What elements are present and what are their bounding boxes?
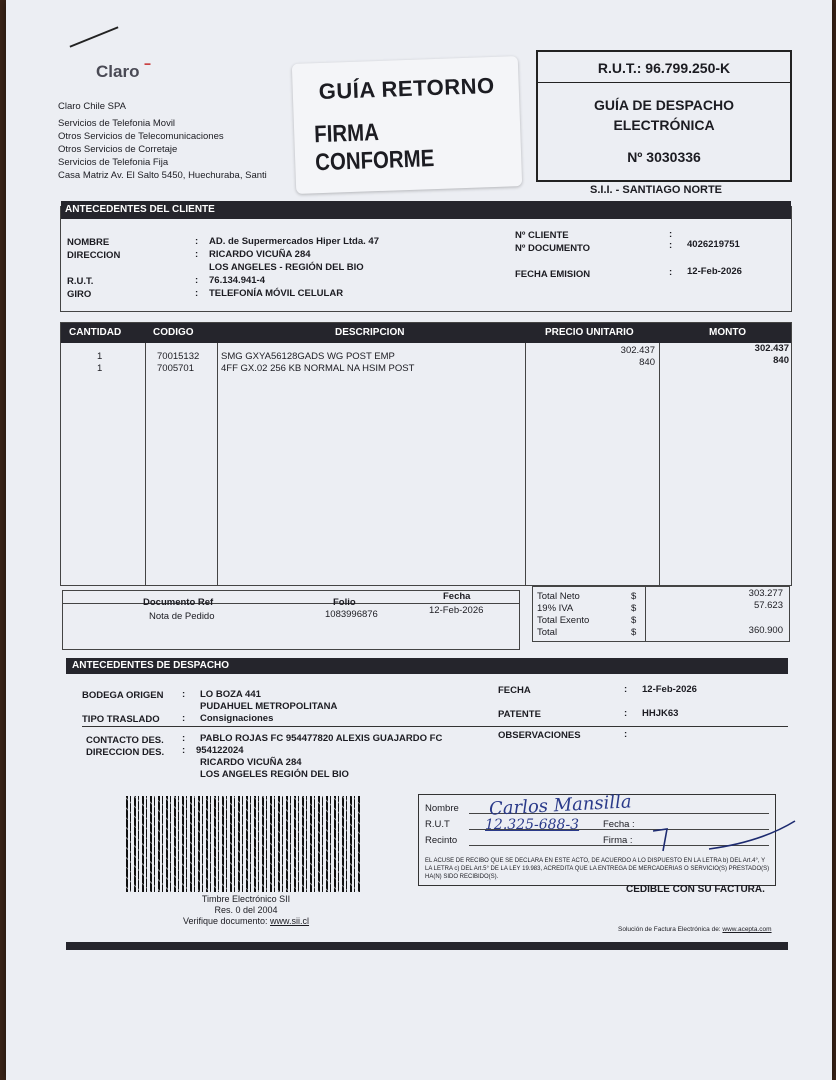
acuse-fecha-label: Fecha : — [603, 819, 635, 830]
row-codigo: 70015132 — [157, 351, 200, 362]
acuse-firma-label: Firma : — [603, 835, 633, 846]
row-cantidad: 1 — [97, 363, 103, 374]
company-line: Otros Servicios de Telecomunicaciones — [58, 131, 224, 142]
currency-symbol: $ — [631, 603, 637, 614]
company-line: Servicios de Telefonia Fija — [58, 157, 169, 168]
nombre-label: NOMBRE — [67, 237, 110, 248]
column-divider — [525, 343, 526, 585]
row-descripcion: SMG GXYA56128GADS WG POST EMP — [221, 351, 395, 362]
currency-symbol: $ — [631, 627, 637, 638]
colon: : — [669, 267, 673, 278]
doc-number: Nº 3030336 — [627, 149, 701, 165]
acepta-link[interactable]: www.acepta.com — [722, 926, 772, 933]
rut-label: R.U.T. — [67, 276, 94, 287]
tipo-traslado-label: TIPO TRASLADO — [82, 714, 160, 725]
acuse-rut-label: R.U.T — [425, 819, 450, 830]
company-line: Otros Servicios de Corretaje — [58, 144, 178, 155]
acuse-recibo-box — [418, 791, 776, 886]
n-documento-label: Nº DOCUMENTO — [515, 243, 591, 254]
tipo-traslado: Consignaciones — [200, 713, 274, 724]
claro-logo: Claro — [96, 62, 140, 81]
company-line: Casa Matriz Av. El Salto 5450, Huechuraba, Santi — [58, 170, 267, 181]
document-paper — [6, 0, 832, 1080]
row-cantidad: 1 — [97, 351, 103, 362]
timbre-line-3: Verifique documento: — [182, 916, 271, 926]
colon: : — [195, 275, 199, 286]
items-table — [60, 322, 792, 586]
pen-mark — [70, 26, 119, 47]
totals-box — [532, 586, 790, 642]
ref-documento-header: Documento Ref — [143, 597, 214, 608]
timbre-caption — [146, 894, 346, 927]
observaciones-label: OBSERVACIONES — [498, 730, 581, 741]
sii-office: S.I.I. - SANTIAGO NORTE — [590, 184, 723, 196]
client-giro: TELEFONÍA MÓVIL CELULAR — [209, 288, 344, 299]
doc-title-1: GUÍA DE DESPACHO — [593, 97, 734, 113]
legal-text: EL ACUSE DE RECIBO QUE SE DECLARA EN ESTE ACTO, DE ACUERDO A LO DISPUESTO EN LA LETRA b) DEL Art.4°, Y LA LETRA c) DEL Art.5° DE LA LEY 19.983, ACREDITA QUE LA ENTREGA DE MERCADERIAS O SERVICIO(S) PRESTADO(S) HA(N) SIDO RECIBIDO(S). — [425, 858, 770, 880]
row-monto: 302.437 — [754, 343, 789, 354]
giro-label: GIRO — [67, 289, 92, 300]
fecha-emision-label: FECHA EMISION — [515, 269, 591, 280]
header-cantidad: CANTIDAD — [69, 327, 122, 338]
colon: : — [182, 733, 186, 744]
row-precio: 302.437 — [620, 345, 655, 356]
row-precio: 840 — [639, 357, 655, 368]
colon: : — [182, 689, 186, 700]
colon: : — [624, 729, 628, 740]
divider — [82, 726, 788, 727]
bodega-label: BODEGA ORIGEN — [82, 690, 164, 701]
direccion-des-1: RICARDO VICUÑA 284 — [200, 757, 302, 768]
currency-symbol: $ — [631, 591, 637, 602]
colon: : — [182, 745, 186, 756]
column-divider — [659, 343, 660, 585]
iva-value: 57.623 — [753, 600, 783, 611]
rut-box — [536, 50, 792, 182]
dispatch-section-title: ANTECEDENTES DE DESPACHO — [66, 658, 788, 674]
timbre-line-1: Timbre Electrónico SII — [201, 894, 291, 904]
row-codigo: 7005701 — [157, 363, 194, 374]
colon: : — [624, 684, 628, 695]
colon: : — [195, 288, 199, 299]
doc-title-2: ELECTRÓNICA — [613, 117, 715, 133]
barcode-noise — [126, 796, 362, 892]
iva-label: 19% IVA — [537, 603, 574, 614]
ref-folio: 1083996876 — [325, 609, 378, 620]
claro-logo-mark-icon: − — [144, 57, 152, 71]
patente-label: PATENTE — [498, 709, 541, 720]
issuer-rut: R.U.T.: 96.799.250-K — [597, 60, 731, 76]
column-divider — [217, 343, 218, 585]
bodega-1: LO BOZA 441 — [200, 689, 261, 700]
client-address-2: LOS ANGELES - REGIÓN DEL BIO — [209, 262, 364, 273]
total-neto-value: 303.277 — [748, 588, 783, 599]
solucion-prefix: Solución de Factura Electrónica de: — [618, 926, 723, 933]
contacto-2: 954122024 — [196, 745, 244, 756]
bodega-2: PUDAHUEL METROPOLITANA — [200, 701, 338, 712]
column-divider — [145, 343, 146, 585]
currency-symbol: $ — [631, 615, 637, 626]
client-section-title: ANTECEDENTES DEL CLIENTE — [61, 201, 791, 219]
n-documento: 4026219751 — [687, 239, 740, 250]
client-address-1: RICARDO VICUÑA 284 — [209, 249, 311, 260]
company-info — [58, 100, 318, 182]
despacho-fecha-label: FECHA — [498, 685, 531, 696]
header-precio-unitario: PRECIO UNITARIO — [545, 327, 634, 338]
ref-documento: Nota de Pedido — [149, 611, 215, 622]
colon: : — [195, 249, 199, 260]
row-descripcion: 4FF GX.02 256 KB NORMAL NA HSIM POST — [221, 363, 415, 374]
row-monto: 840 — [773, 355, 789, 366]
items-header — [61, 323, 791, 343]
client-name: AD. de Supermercados Hiper Ltda. 47 — [209, 236, 379, 247]
total-label: Total — [537, 627, 558, 638]
contacto-label: CONTACTO DES. — [86, 735, 164, 746]
patente: HHJK63 — [642, 708, 679, 719]
ref-fecha: 12-Feb-2026 — [429, 605, 484, 616]
header-monto: MONTO — [709, 327, 747, 338]
return-sticker — [292, 56, 522, 194]
colon: : — [669, 229, 673, 240]
handwritten-name: Carlos Mansilla — [488, 791, 633, 820]
company-line: Claro Chile SPA — [58, 101, 126, 112]
colon: : — [195, 236, 199, 247]
sii-link[interactable]: www.sii.cl — [270, 916, 310, 926]
timbre-line-2: Res. 0 del 2004 — [214, 905, 278, 915]
direccion-des-label: DIRECCION DES. — [86, 747, 165, 758]
signature-icon — [649, 817, 799, 857]
handwritten-rut: 12.325-688-3 — [485, 817, 580, 833]
client-section — [60, 206, 792, 312]
reference-box — [62, 590, 520, 650]
acuse-nombre-label: Nombre — [425, 803, 459, 814]
header-descripcion: DESCRIPCION — [335, 327, 405, 338]
header-codigo: CODIGO — [153, 327, 194, 338]
contacto: PABLO ROJAS FC 954477820 ALEXIS GUAJARDO FC — [200, 733, 443, 744]
despacho-fecha: 12-Feb-2026 — [642, 684, 697, 695]
colon: : — [669, 240, 673, 251]
total-value: 360.900 — [748, 625, 783, 636]
direccion-des-2: LOS ANGELES REGIÓN DEL BIO — [200, 769, 349, 780]
n-cliente-label: Nº CLIENTE — [515, 230, 569, 241]
fecha-emision: 12-Feb-2026 — [687, 266, 742, 277]
total-neto-label: Total Neto — [537, 591, 580, 602]
ref-folio-header: Folio — [333, 597, 356, 608]
colon: : — [624, 708, 628, 719]
company-line: Servicios de Telefonia Movil — [58, 118, 176, 129]
cedible-label: CEDIBLE CON SU FACTURA. — [626, 884, 765, 895]
sticker-line-1: GUÍA RETORNO — [318, 72, 496, 105]
acuse-recinto-label: Recinto — [425, 835, 458, 846]
client-rut: 76.134.941-4 — [209, 275, 265, 286]
colon: : — [182, 713, 186, 724]
ref-fecha-header: Fecha — [443, 591, 471, 602]
total-exento-label: Total Exento — [537, 615, 590, 626]
sticker-line-2: FIRMA CONFORME — [313, 119, 435, 177]
footer-bar — [66, 942, 788, 950]
solucion-credit — [618, 926, 772, 933]
direccion-label: DIRECCION — [67, 250, 121, 261]
